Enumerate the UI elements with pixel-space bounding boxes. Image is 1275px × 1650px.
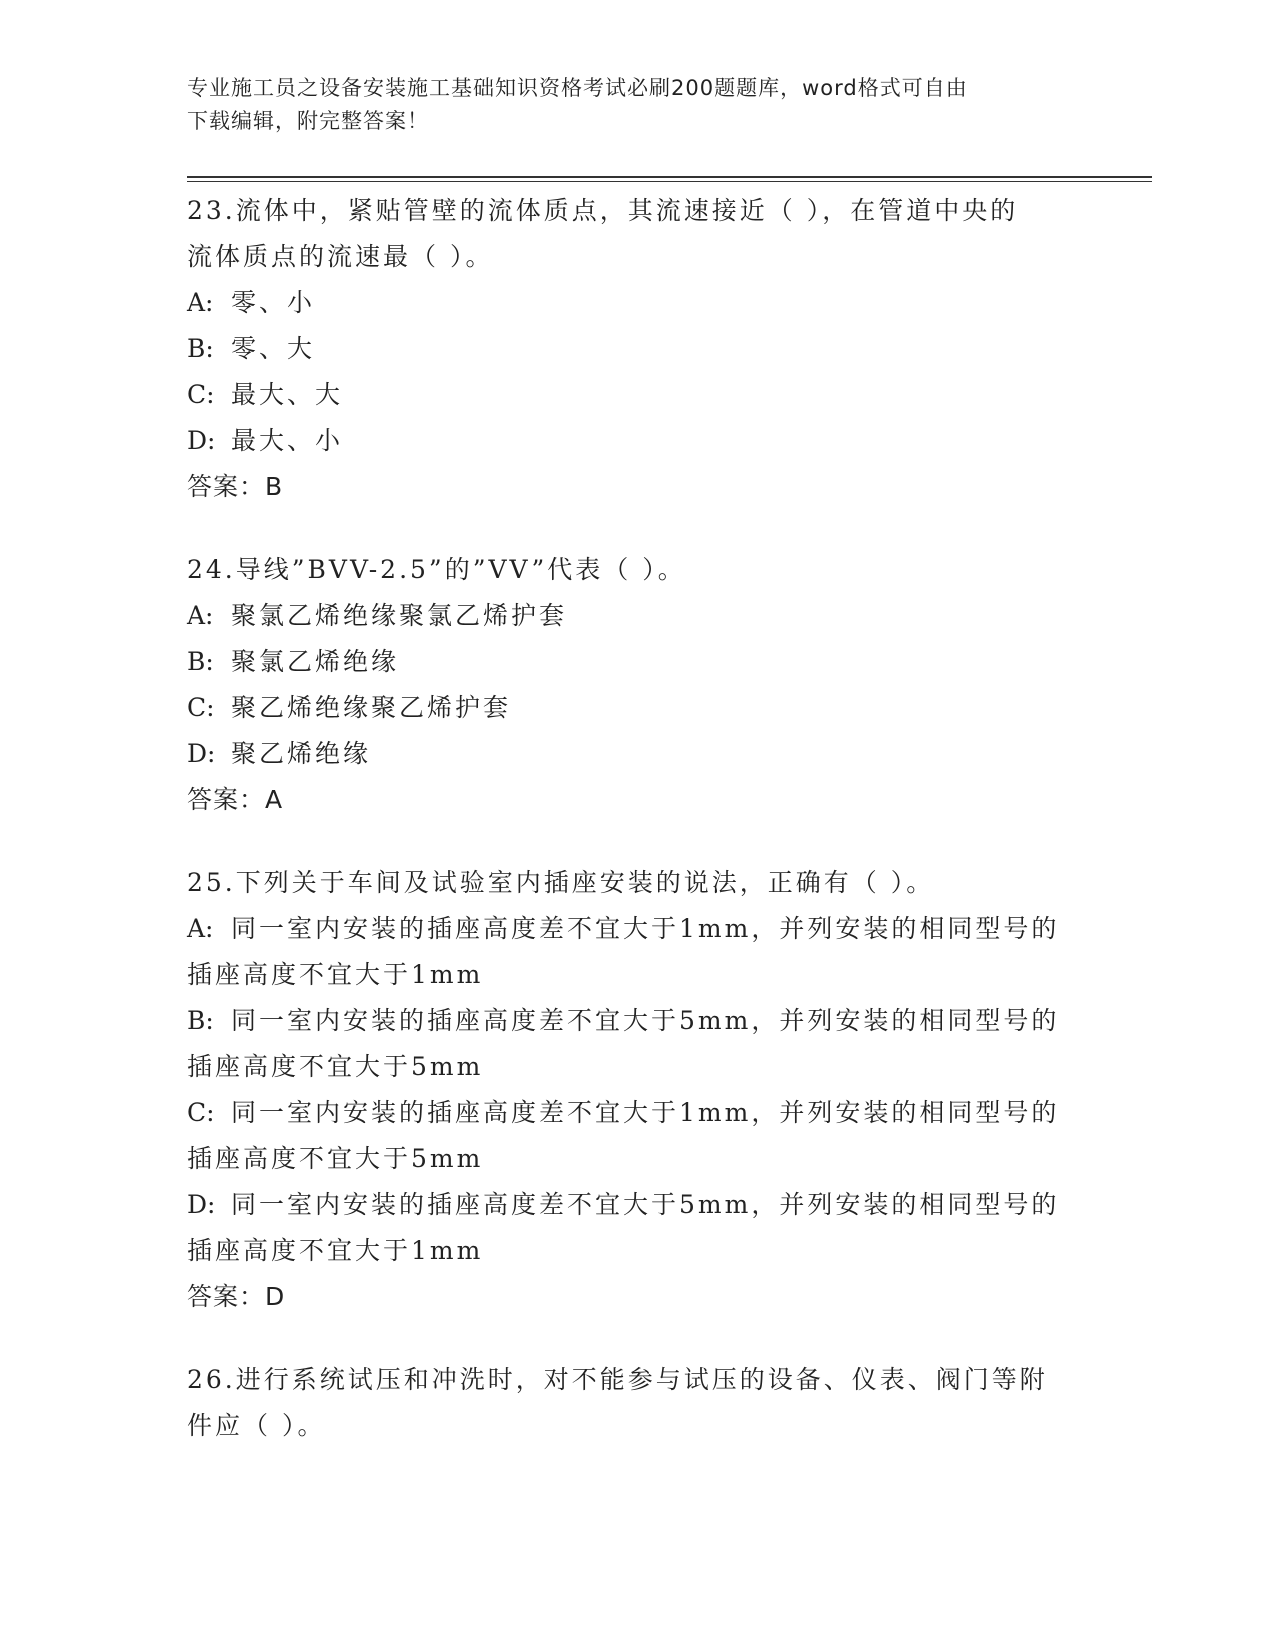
option-text: 插座高度不宜大于5mm <box>187 1144 484 1173</box>
document-header <box>187 72 1067 138</box>
answer-option <box>187 1090 1087 1136</box>
question-block <box>187 1357 1087 1449</box>
option-text: 零、大 <box>231 334 316 363</box>
option-text: 同一室内安装的插座高度差不宜大于1mm，并列安装的相同型号的 <box>231 914 1060 943</box>
answer-option <box>187 1228 1087 1274</box>
option-text: 最大、小 <box>231 426 344 455</box>
option-text: 同一室内安装的插座高度差不宜大于5mm，并列安装的相同型号的 <box>231 1190 1060 1219</box>
option-letter: A: <box>187 914 214 943</box>
answer-key: 答案：D <box>187 1282 286 1311</box>
option-letter: D: <box>187 426 216 455</box>
option-text: 聚乙烯绝缘聚乙烯护套 <box>231 693 512 722</box>
option-text: 插座高度不宜大于5mm <box>187 1052 484 1081</box>
header-line: 下载编辑，附完整答案！ <box>187 109 429 133</box>
answer-option <box>187 280 1087 326</box>
question-text: 24.导线”BVV-2.5”的”VV”代表（ ）。 <box>187 555 686 584</box>
question-text: 件应（ ）。 <box>187 1411 326 1440</box>
option-letter: B: <box>187 1006 214 1035</box>
option-text: 聚乙烯绝缘 <box>231 739 372 768</box>
question-block <box>187 860 1087 1320</box>
option-letter: B: <box>187 334 214 363</box>
answer-option <box>187 639 1087 685</box>
answer-option <box>187 418 1087 464</box>
answer-option <box>187 685 1087 731</box>
answer-key: 答案：B <box>187 472 284 501</box>
question-text: 26.进行系统试压和冲洗时，对不能参与试压的设备、仪表、阀门等附 <box>187 1365 1048 1394</box>
question-block <box>187 547 1087 823</box>
option-letter: C: <box>187 1098 215 1127</box>
option-text: 插座高度不宜大于1mm <box>187 960 484 989</box>
answer-option <box>187 731 1087 777</box>
answer-key: 答案：A <box>187 785 284 814</box>
answer-option <box>187 952 1087 998</box>
answer-option <box>187 326 1087 372</box>
answer-option <box>187 1136 1087 1182</box>
header-divider <box>187 176 1152 178</box>
header-divider <box>187 181 1152 182</box>
option-text: 聚氯乙烯绝缘聚氯乙烯护套 <box>231 601 568 630</box>
answer-option <box>187 998 1087 1044</box>
option-text: 最大、大 <box>231 380 344 409</box>
question-block <box>187 188 1087 510</box>
option-letter: A: <box>187 288 214 317</box>
option-text: 插座高度不宜大于1mm <box>187 1236 484 1265</box>
option-text: 同一室内安装的插座高度差不宜大于1mm，并列安装的相同型号的 <box>231 1098 1060 1127</box>
question-text: 23.流体中，紧贴管壁的流体质点，其流速接近（ ），在管道中央的 <box>187 196 1019 225</box>
option-letter: C: <box>187 380 215 409</box>
option-text: 零、小 <box>231 288 316 317</box>
answer-option <box>187 372 1087 418</box>
header-line: 专业施工员之设备安装施工基础知识资格考试必刷200题题库，word格式可自由 <box>187 76 968 100</box>
option-letter: D: <box>187 1190 216 1219</box>
question-text: 25.下列关于车间及试验室内插座安装的说法，正确有（ ）。 <box>187 868 935 897</box>
answer-option <box>187 593 1087 639</box>
option-letter: A: <box>187 601 214 630</box>
answer-option <box>187 1182 1087 1228</box>
answer-option <box>187 906 1087 952</box>
option-letter: C: <box>187 693 215 722</box>
question-list <box>187 188 1087 1486</box>
option-letter: B: <box>187 647 214 676</box>
option-text: 同一室内安装的插座高度差不宜大于5mm，并列安装的相同型号的 <box>231 1006 1060 1035</box>
answer-option <box>187 1044 1087 1090</box>
option-letter: D: <box>187 739 216 768</box>
question-text: 流体质点的流速最（ ）。 <box>187 242 494 271</box>
option-text: 聚氯乙烯绝缘 <box>231 647 400 676</box>
